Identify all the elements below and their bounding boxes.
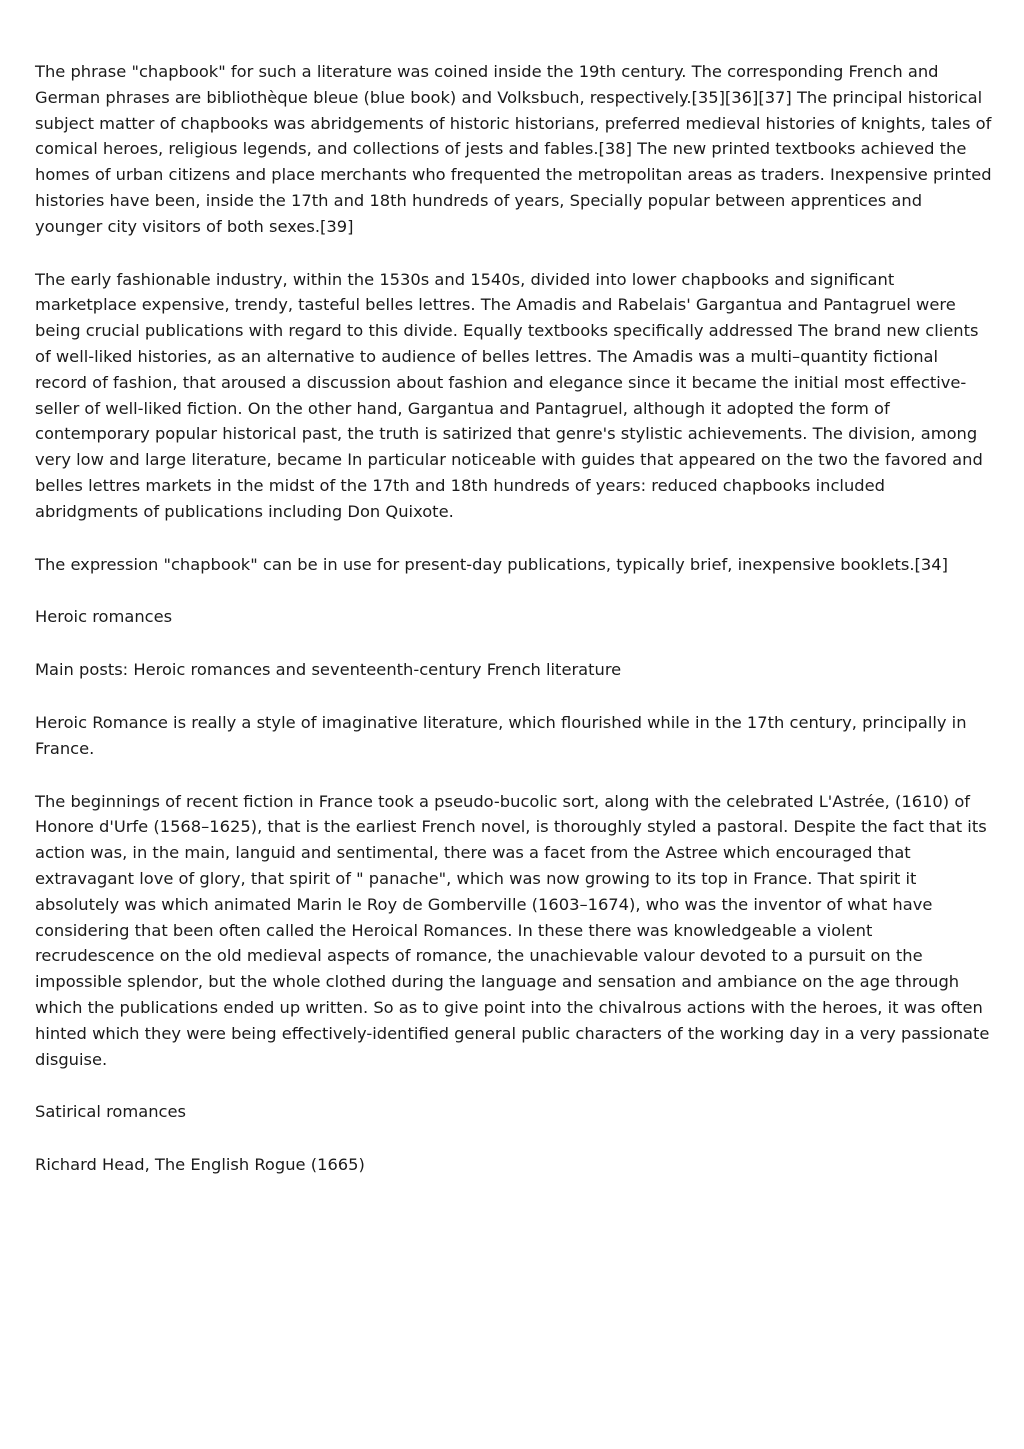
section-heading-heroic-romances: Heroic romances	[35, 607, 173, 627]
main-posts-note: Main posts: Heroic romances and seventeenth-century French literature	[35, 660, 622, 680]
document-body	[35, 59, 993, 1205]
paragraph-french-fiction: The beginnings of recent fiction in France took a pseudo-bucolic sort, along with the celebrated L'Astrée, (1610) of Honore d'Urfe (1568–1625), that is the earliest French novel, is thoroughly styled a pastoral. Despite the fact that its action was, in the main, languid and sentimental, there was a facet from the Astree which encouraged that extravagant love of glory, that spirit of " panache", which was now growing to its top in France. That spirit it absolutely was which animated Marin le Roy de Gomberville (1603–1674), who was the inventor of what have considering that been often called the Heroical Romances. In these there was knowledgeable a violent recrudescence on the old medieval aspects of romance, the unachievable valour devoted to a pursuit on the impossible splendor, but the whole clothed during the language and sensation and ambiance on the age through which the publications ended up written. So as to give point into the chivalrous actions with the heroes, it was often hinted which they were being effectively-identified general public characters of the working day in a very passionate disguise.	[35, 791, 990, 1069]
paragraph-english-rogue: Richard Head, The English Rogue (1665)	[35, 1155, 365, 1175]
paragraph-chapbook-modern: The expression "chapbook" can be in use for present-day publications, typically brief, inexpensive booklets.[34]	[35, 554, 948, 574]
paragraph-early-industry: The early fashionable industry, within the 1530s and 1540s, divided into lower chapbooks and significant marketplace expensive, trendy, tasteful belles lettres. The Amadis and Rabelais' Gargantua and Pantagruel were being crucial publications with regard to this divide. Equally textbooks specifically addressed The brand new clients of well-liked histories, as an alternative to audience of belles lettres. The Amadis was a multi–quantity fictional record of fashion, that aroused a discussion about fashion and elegance since it became the initial most effective-seller of well-liked fiction. On the other hand, Gargantua and Pantagruel, although it adopted the form of contemporary popular historical past, the truth is satirized that genre's stylistic achievements. The division, among very low and large literature, became In particular noticeable with guides that appeared on the two the favored and belles lettres markets in the midst of the 17th and 18th hundreds of years: reduced chapbooks included abridgments of publications including Don Quixote.	[35, 269, 983, 521]
section-heading-satirical-romances: Satirical romances	[35, 1102, 186, 1122]
paragraph-chapbook-origin: The phrase "chapbook" for such a literature was coined inside the 19th century. The corresponding French and German phrases are bibliothèque bleue (blue book) and Volksbuch, respectively.[35][36][37] The principal historical subject matter of chapbooks was abridgements of historic historians, preferred medieval histories of knights, tales of comical heroes, religious legends, and collections of jests and fables.[38] The new printed textbooks achieved the homes of urban citizens and place merchants who frequented the metropolitan areas as traders. Inexpensive printed histories have been, inside the 17th and 18th hundreds of years, Specially popular between apprentices and younger city visitors of both sexes.[39]	[35, 62, 992, 236]
paragraph-heroic-definition: Heroic Romance is really a style of imaginative literature, which flourished while in the 17th century, principally in France.	[35, 712, 967, 758]
